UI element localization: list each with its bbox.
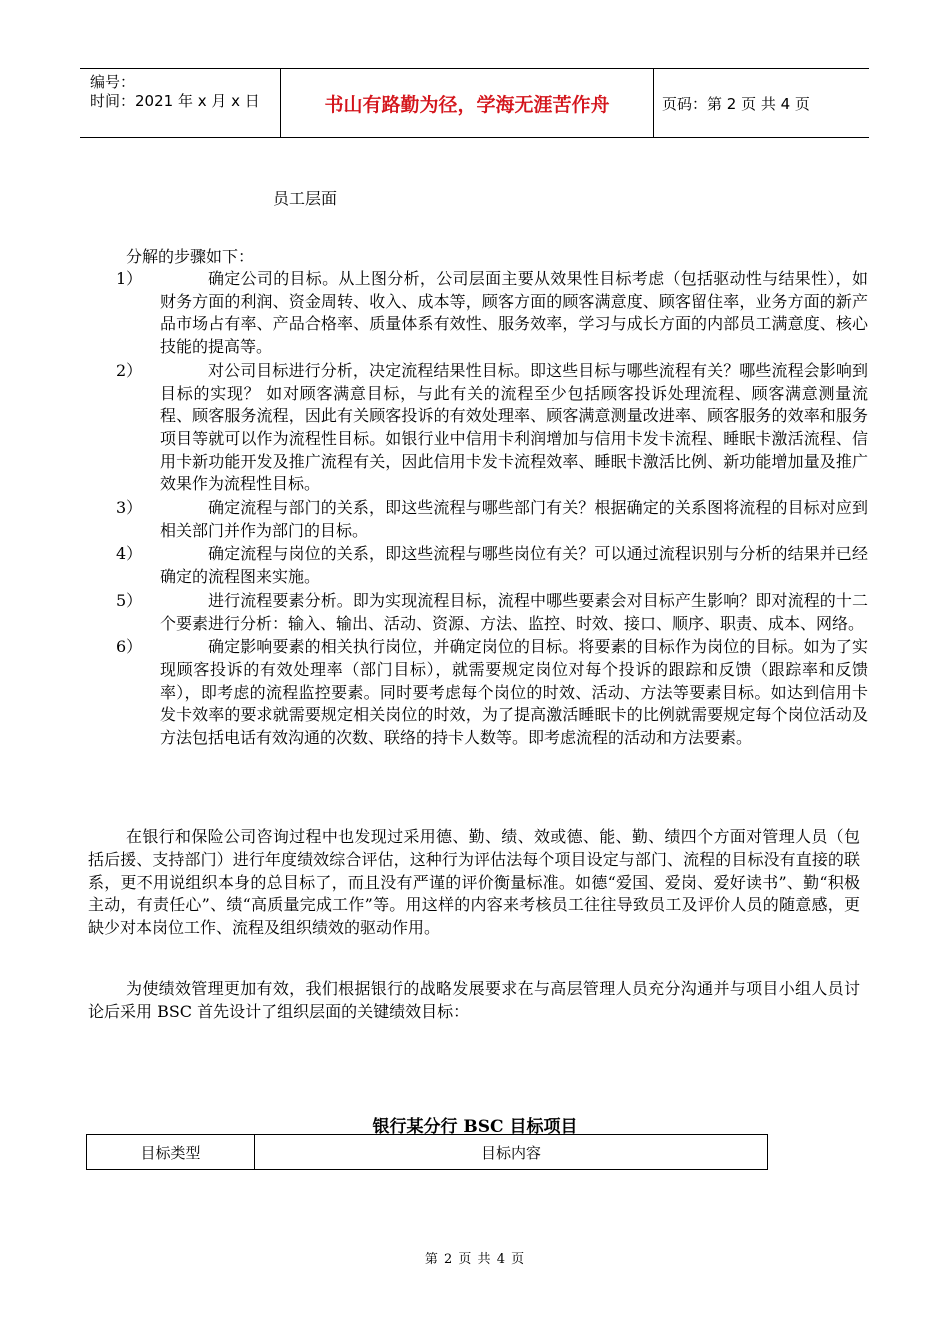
step-text: 确定流程与部门的关系，即这些流程与哪些部门有关？根据确定的关系图将流程的目标对应到相关部门并作为部门的目标。 <box>160 498 868 540</box>
step-item <box>88 636 868 750</box>
table-title: 银行某分行 BSC 目标项目 <box>372 1117 578 1137</box>
step-number: 2） <box>116 360 143 380</box>
step-text: 确定公司的目标。从上图分析，公司层面主要从效果性目标考虑（包括驱动性与结果性），如财务方面的利润、资金周转、收入、成本等，顾客方面的顾客满意度、顾客留住率，业务方面的新产品市场占有率、产品合格率、质量体系有效性、服务效率，学习与成长方面的内部员工满意度、核心技能的提高等。 <box>160 269 868 357</box>
bsc-table <box>86 1134 768 1170</box>
step-number: 3） <box>116 498 143 518</box>
document-number-label: 编号： <box>90 73 136 91</box>
header-motto: 书山有路勤为径，学海无涯苦作舟 <box>324 93 610 116</box>
header-divider <box>653 69 654 137</box>
header-page-code: 页码：第 2 页 共 4 页 <box>662 94 810 113</box>
body-paragraph: 在银行和保险公司咨询过程中也发现过采用德、勤、绩、效或德、能、勤、绩四个方面对管理人员（包括后援、支持部门）进行年度绩效综合评估，这种行为评估法每个项目设定与部门、流程的目标没有直接的联系，更不用说组织本身的总目标了，而且没有严谨的评价衡量标准。如德“爱国、爱岗、爱好读书”、勤“积极主动，有责任心”、绩“高质量完成工作”等。用这样的内容来考核员工往往导致员工及评价人员的随意感，更缺少对本岗位工作、流程及组织绩效的驱动作用。 <box>88 827 860 938</box>
step-item <box>88 497 868 542</box>
step-text: 确定影响要素的相关执行岗位，并确定岗位的目标。将要素的目标作为岗位的目标。如为了实现顾客投诉的有效处理率（部门目标），就需要规定岗位对每个投诉的跟踪和反馈（跟踪率和反馈率），即考虑的流程监控要素。同时要考虑每个岗位的时效、活动、方法等要素目标。如达到信用卡发卡效率的要求就需要规定相关岗位的时效，为了提高激活睡眠卡的比例就需要规定每个岗位活动及方法包括电话有效沟通的次数、联络的持卡人数等。即考虑流程的活动和方法要素。 <box>160 637 868 748</box>
steps-list <box>88 268 868 751</box>
step-number: 6） <box>116 637 143 657</box>
step-text: 对公司目标进行分析，决定流程结果性目标。即这些目标与哪些流程有关？哪些流程会影响到目标的实现？ 如对顾客满意目标，与此有关的流程至少包括顾客投诉处理流程、顾客满意测量流程、顾客服务流程，因此有关顾客投诉的有效处理率、顾客满意测量改进率、顾客服务的效率和服务项目等就可以作为流程性目标。如银行业中信用卡利润增加与信用卡发卡流程、睡眠卡激活流程、信用卡新功能开发及推广流程有关，因此信用卡发卡流程效率、睡眠卡激活比例、新功能增加量及推广效果作为流程性目标。 <box>160 360 868 494</box>
table-header-cell: 目标类型 <box>140 1143 201 1162</box>
page-header <box>80 68 869 138</box>
document-date: 时间：2021 年 x 月 x 日 <box>90 92 260 110</box>
body-paragraph: 为使绩效管理更加有效，我们根据银行的战略发展要求在与高层管理人员充分沟通并与项目小组人员讨论后采用 BSC 首先设计了组织层面的关键绩效目标： <box>88 979 860 1021</box>
step-item <box>88 590 868 635</box>
step-item <box>88 360 868 496</box>
step-number: 5） <box>116 590 143 610</box>
step-item <box>88 268 868 359</box>
steps-lead: 分解的步骤如下： <box>126 247 255 266</box>
section-title: 员工层面 <box>273 189 338 208</box>
step-text: 确定流程与岗位的关系，即这些流程与哪些岗位有关？可以通过流程识别与分析的结果并已经确定的流程图来实施。 <box>160 544 868 587</box>
step-item <box>88 543 868 588</box>
page-footer: 第 2 页 共 4 页 <box>424 1252 526 1267</box>
step-number: 4） <box>116 544 143 564</box>
step-text: 进行流程要素分析。即为实现流程目标，流程中哪些要素会对目标产生影响？即对流程的十二个要素进行分析：输入、输出、活动、资源、方法、监控、时效、接口、顺序、职责、成本、网络。 <box>160 590 868 633</box>
header-meta <box>90 73 280 111</box>
table-header-cell: 目标内容 <box>480 1143 541 1162</box>
step-number: 1） <box>116 269 143 288</box>
